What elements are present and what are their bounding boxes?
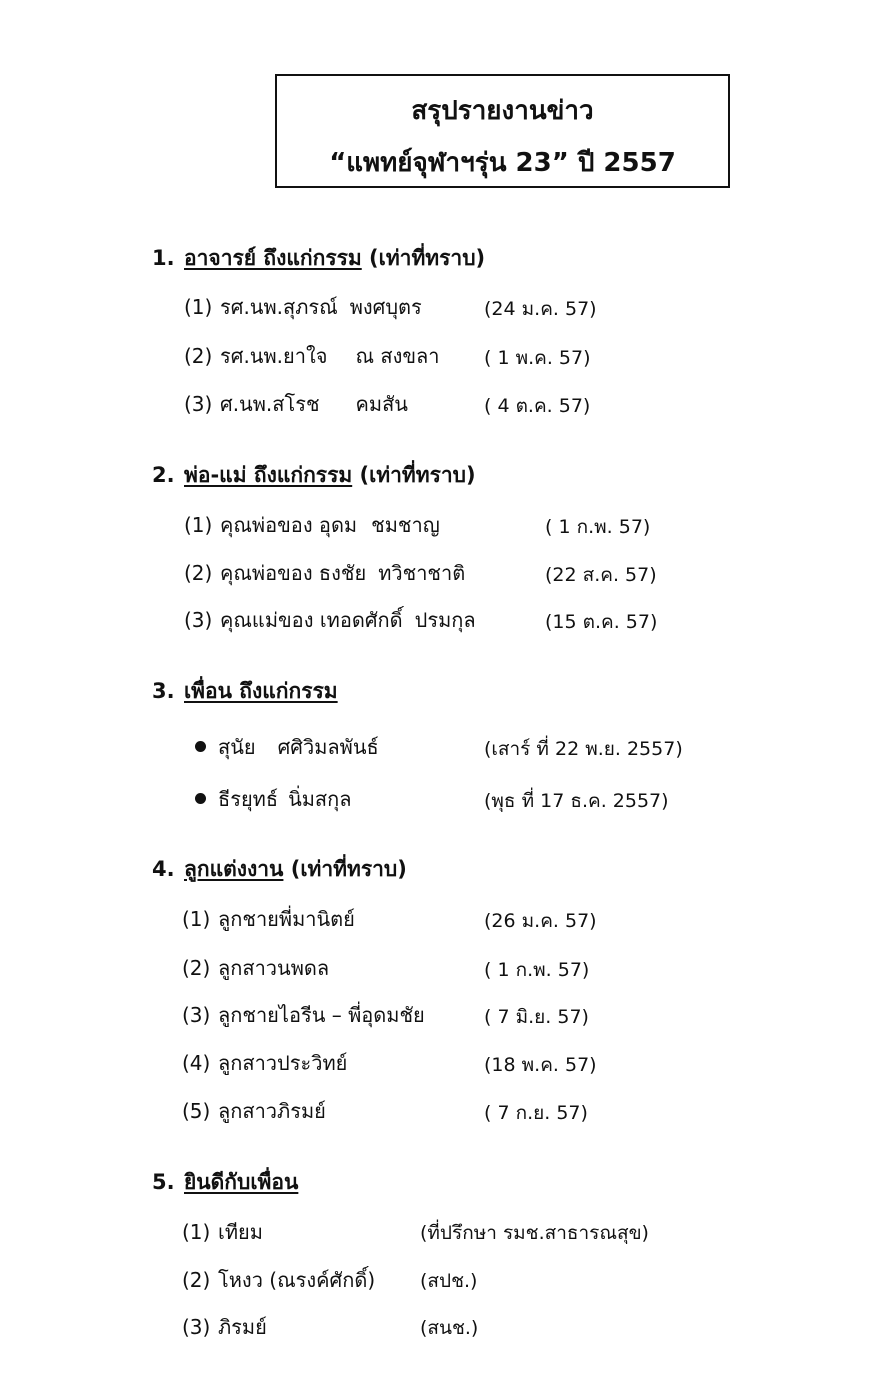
list-item: (3) ศ.นพ.สโรช คมสัน [184, 392, 408, 416]
section-title: ลูกแต่งงาน [184, 857, 284, 881]
section-number: 1. [152, 246, 175, 270]
bullet-icon [195, 793, 206, 804]
section-2-heading [152, 459, 476, 492]
item-date: (24 ม.ค. 57) [484, 298, 597, 320]
list-item: (2) รศ.นพ.ยาใจ ณ สงขลา [184, 344, 440, 368]
title-box [275, 74, 730, 188]
list-item: (1) รศ.นพ.สุภรณ์ พงศบุตร [184, 295, 422, 319]
item-date: (พุธ ที่ 17 ธ.ค. 2557) [484, 790, 669, 812]
item-date: ( 7 มิ.ย. 57) [484, 1006, 589, 1028]
bullet-icon [195, 741, 206, 752]
list-item: (2) ลูกสาวนพดล [182, 956, 330, 980]
section-1-heading [152, 242, 485, 275]
section-note: (เท่าที่ทราบ) [369, 246, 486, 270]
list-item: (1) เทียม [182, 1220, 263, 1244]
list-item: ธีรยุทธ์ นิ่มสกุล [195, 783, 352, 815]
section-number: 4. [152, 857, 175, 881]
item-date: (เสาร์ ที่ 22 พ.ย. 2557) [484, 738, 683, 760]
section-5-heading [152, 1166, 298, 1199]
item-date: (22 ส.ค. 57) [545, 564, 657, 586]
item-date: ( 1 ก.พ. 57) [545, 516, 651, 538]
section-number: 2. [152, 463, 175, 487]
section-number: 5. [152, 1170, 175, 1194]
item-note: (สนช.) [420, 1317, 479, 1339]
item-date: ( 1 ก.พ. 57) [484, 959, 590, 981]
list-item: (3) ลูกชายไอรีน – พี่อุดมชัย [182, 1003, 425, 1027]
list-item: สุนัย ศศิวิมลพันธ์ [195, 731, 379, 763]
item-date: ( 7 ก.ย. 57) [484, 1102, 588, 1124]
section-title: พ่อ-แม่ ถึงแก่กรรม [184, 463, 353, 487]
item-date: (18 พ.ค. 57) [484, 1054, 597, 1076]
item-date: ( 4 ต.ค. 57) [484, 395, 591, 417]
section-3-heading [152, 675, 338, 708]
item-note: (สปช.) [420, 1270, 478, 1292]
list-item: (3) ภิรมย์ [182, 1315, 267, 1339]
item-date: (26 ม.ค. 57) [484, 910, 597, 932]
document-title: สรุปรายงานข่าว [411, 96, 594, 126]
list-item: (3) คุณแม่ของ เทอดศักดิ์ ปรมกุล [184, 608, 476, 632]
list-item: (2) โหงว (ณรงค์ศักดิ์) [182, 1268, 376, 1292]
section-title: ยินดีกับเพื่อน [184, 1170, 299, 1194]
list-item: (1) คุณพ่อของ อุดม ชมชาญ [184, 513, 440, 537]
section-note: (เท่าที่ทราบ) [359, 463, 476, 487]
section-title: อาจารย์ ถึงแก่กรรม [184, 246, 362, 270]
list-item: (4) ลูกสาวประวิทย์ [182, 1051, 348, 1075]
document-subtitle: “แพทย์จุฬาฯรุ่น 23” ปี 2557 [329, 148, 676, 178]
item-date: ( 1 พ.ค. 57) [484, 347, 591, 369]
list-item: (5) ลูกสาวภิรมย์ [182, 1099, 326, 1123]
item-note: (ที่ปรึกษา รมช.สาธารณสุข) [420, 1222, 649, 1244]
list-item: (1) ลูกชายพี่มานิตย์ [182, 907, 355, 931]
list-item: (2) คุณพ่อของ ธงชัย ทวิชาชาติ [184, 561, 466, 585]
section-number: 3. [152, 679, 175, 703]
item-date: (15 ต.ค. 57) [545, 611, 658, 633]
section-note: (เท่าที่ทราบ) [290, 857, 407, 881]
section-title: เพื่อน ถึงแก่กรรม [184, 679, 338, 703]
section-4-heading [152, 853, 407, 886]
